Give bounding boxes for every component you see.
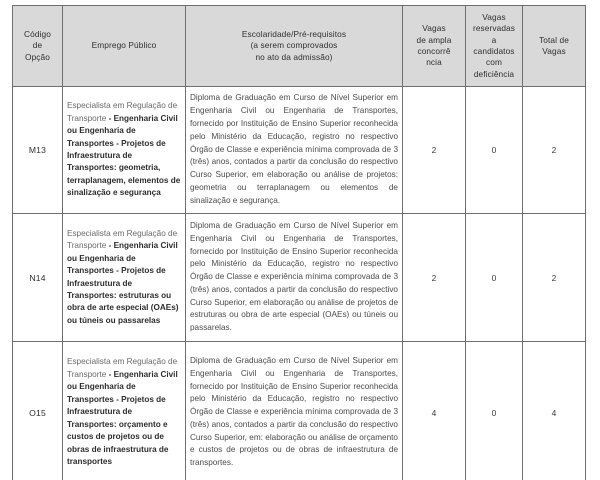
vacancies-table	[12, 5, 586, 480]
column-header-total-de-vagas	[523, 6, 586, 87]
cell-codigo-opcao: O15	[13, 342, 63, 480]
header-line: Vagas	[422, 23, 446, 34]
header-line: Emprego Público	[91, 40, 157, 51]
cell-emprego-publico	[63, 87, 186, 214]
table-body	[13, 87, 586, 480]
table-header	[13, 6, 586, 87]
cell-escolaridade: Diploma de Graduação em Curso de Nível Superior em Engenharia Civil ou Engenharia de Transportes, fornecido por Instituição de Ensino Superior reconhecida pelo Ministério da Educação, registro no respectivo Órgão de Classe e experiência mínima comprovada de 3 (três) anos, contados a partir da conclusão do respectivo Curso Superior, em: elaboração ou análise de orçamento e custos de projetos ou de obras de infraestrutura de transportes.	[186, 342, 403, 480]
table-row	[13, 87, 586, 214]
table-row	[13, 342, 586, 480]
header-line: (a serem comprovados	[250, 40, 338, 51]
cell-vagas-ampla: 4	[403, 342, 466, 480]
cell-total-vagas: 4	[523, 342, 586, 480]
emprego-specialty-text: - Engenharia Civil ou Engenharia de Transportes - Projetos de Infraestrutura de Transportes: estruturas ou obra de arte especial (OAEs) ou túneis ou passarelas	[67, 241, 179, 325]
header-line: Opção	[25, 51, 50, 62]
cell-vagas-reservadas: 0	[466, 214, 523, 342]
table-row	[13, 214, 586, 342]
header-line: Código	[24, 28, 51, 39]
header-line: ncia	[426, 57, 442, 68]
header-line: Vagas	[542, 46, 566, 56]
column-header-vagas-reservadas-deficiencia	[466, 6, 523, 87]
header-line: Total de	[539, 34, 569, 45]
column-header-codigo-de-opcao	[13, 6, 63, 87]
emprego-specialty-text: - Engenharia Civil ou Engenharia de Transportes - Projetos de Infraestrutura de Transportes: orçamento e custos de projetos ou de obras de infraestrutura de transportes	[67, 369, 178, 467]
cell-vagas-reservadas: 0	[466, 342, 523, 480]
cell-total-vagas: 2	[523, 214, 586, 342]
header-line: Vagas	[482, 11, 506, 22]
header-line: de ampla	[416, 34, 452, 45]
cell-vagas-ampla: 2	[403, 87, 466, 214]
emprego-lead-text: Especialista em Regulação de Transporte	[67, 228, 178, 251]
column-header-escolaridade-pre-requisitos	[186, 6, 403, 87]
header-line: candidatos	[473, 46, 515, 56]
cell-escolaridade: Diploma de Graduação em Curso de Nível Superior em Engenharia Civil ou Engenharia de Transportes, fornecido por Instituição de Ensino Superior reconhecida pelo Ministério da Educação, registro no respectivo Órgão de Classe e experiência mínima comprovada de 3 (três) anos, contados a partir da conclusão do respectivo Curso Superior, em elaboração ou análise de projetos: geometria ou terraplanagem ou elementos de sinalização e segurança.	[186, 87, 403, 214]
cell-escolaridade: Diploma de Graduação em Curso de Nível Superior em Engenharia Civil ou Engenharia de Transportes, fornecido por Instituição de Ensino Superior reconhecida pelo Ministério da Educação, registro no respectivo Órgão de Classe e experiência mínima comprovada de 3 (três) anos, contados a partir da conclusão do respectivo Curso Superior, em elaboração ou análise de projetos de estruturas ou obra de arte especial (OAEs) ou túneis ou passarelas.	[186, 214, 403, 342]
header-line: deficiência	[473, 68, 515, 79]
cell-vagas-reservadas: 0	[466, 87, 523, 214]
header-line: a	[491, 34, 497, 45]
emprego-lead-text: Especialista em Regulação de Transporte	[67, 101, 178, 123]
cell-emprego-publico	[63, 214, 186, 342]
header-line: com	[486, 57, 502, 68]
header-line: reservadas	[472, 23, 516, 34]
cell-total-vagas: 2	[523, 87, 586, 214]
column-header-emprego-publico	[63, 6, 186, 87]
header-line: concorrê	[417, 46, 451, 56]
header-line: de	[32, 40, 43, 51]
emprego-lead-text: Especialista em Regulação de Transporte	[67, 357, 178, 379]
cell-emprego-publico	[63, 342, 186, 480]
cell-codigo-opcao: M13	[13, 87, 63, 214]
cell-codigo-opcao: N14	[13, 214, 63, 342]
emprego-specialty-text: - Engenharia Civil ou Engenharia de Transportes - Projetos de Infraestrutura de Transportes: geometria, terraplanagem, elementos de sinalização e segurança	[67, 113, 181, 198]
header-line: Escolaridade/Pré-requisitos	[241, 28, 347, 39]
header-line: no ato da admissão)	[255, 51, 333, 62]
column-header-vagas-ampla-concorrencia	[403, 6, 466, 87]
cell-vagas-ampla: 2	[403, 214, 466, 342]
table-header-row	[13, 6, 586, 87]
